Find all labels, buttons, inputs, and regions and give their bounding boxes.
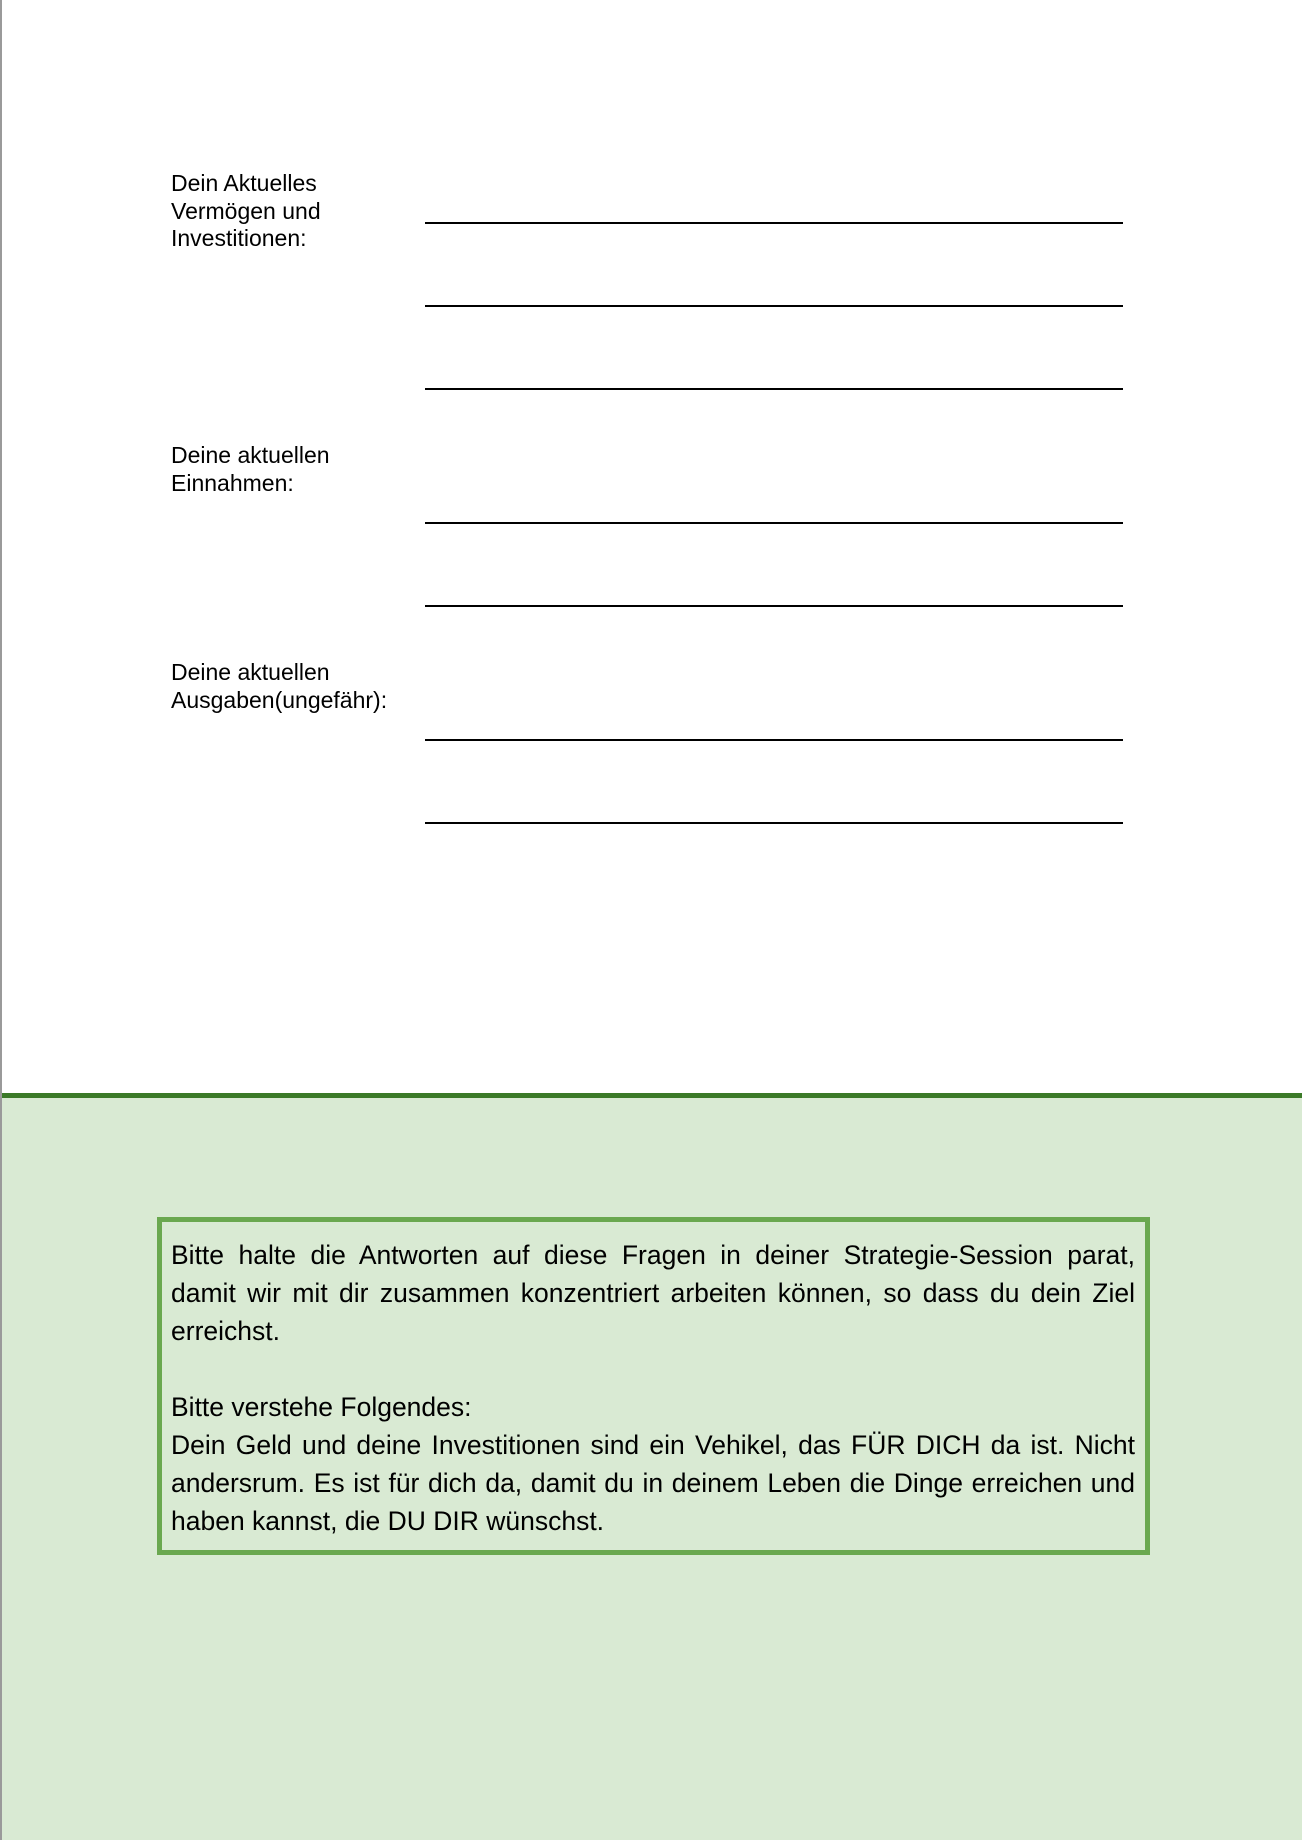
expenses-answer-line-1[interactable] [425, 739, 1123, 741]
assets-answer-line-2[interactable] [425, 305, 1123, 307]
field-label-line: Dein Aktuelles [171, 170, 317, 196]
field-label-line: Deine aktuellen [171, 659, 330, 685]
field-label-line: Investitionen: [171, 225, 307, 251]
assets-answer-line-1[interactable] [425, 222, 1123, 224]
income-answer-line-2[interactable] [425, 605, 1123, 607]
notice-paragraph-1: Bitte halte die Antworten auf diese Fragen in deiner Strategie-Session parat, damit wir mit dir zusammen konzentriert arbeiten können, so dass du dein Ziel erreichst. [171, 1240, 1135, 1346]
field-label-line: Deine aktuellen [171, 442, 330, 468]
field-label-assets [171, 170, 421, 253]
field-label-line: Einnahmen: [171, 469, 294, 496]
income-answer-line-1[interactable] [425, 522, 1123, 524]
field-label-line: Vermögen und [171, 197, 321, 224]
notice-paragraph-2: Dein Geld und deine Investitionen sind ein Vehikel, das FÜR DICH da ist. Nicht andersrum. Es ist für dich da, damit du in deinem Leben die Dinge erreichen und haben kannst, die DU DIR wünschst. [171, 1430, 1135, 1536]
worksheet-section [2, 0, 1302, 1093]
field-label-income [171, 442, 421, 497]
field-label-line: Ausgaben(ungefähr): [171, 686, 388, 713]
assets-answer-line-3[interactable] [425, 388, 1123, 390]
notice-spacer [171, 1350, 1135, 1388]
field-label-expenses [171, 659, 421, 714]
expenses-answer-line-2[interactable] [425, 822, 1123, 824]
notice-box [157, 1217, 1150, 1555]
notice-heading: Bitte verstehe Folgendes: [171, 1392, 472, 1422]
